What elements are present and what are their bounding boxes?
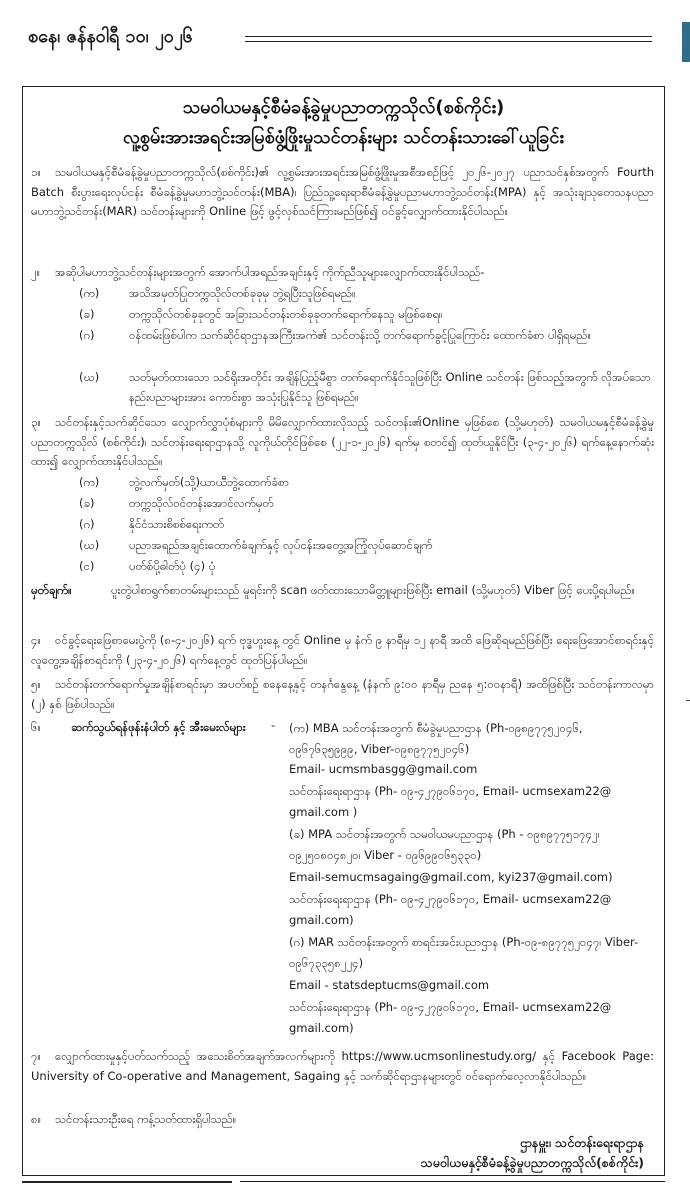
paragraph-8 [31, 1110, 654, 1130]
notice-title-subject: လူ့စွမ်းအားအရင်းအမြစ်ဖွံ့ဖြိုးမှုသင်တန်းများ သင်တန်းသားခေါ်ယူခြင်း [123, 127, 564, 148]
notice-title-university: သမဝါယမနှင့်စီမံခန့်ခွဲမှုပညာတက္ကသိုလ်(စစ်ကိုင်း) [182, 97, 505, 118]
paragraph-6-number [31, 718, 61, 738]
paragraph-number: ၆။ [31, 720, 41, 734]
list-marker: (ဃ) [79, 370, 100, 384]
footer-rule-secondary [240, 1181, 665, 1182]
list-marker: (ခ) [79, 307, 95, 321]
paragraph-number: ၂။ [31, 265, 41, 279]
paragraph-text: သင်တန်းတက်ရောက်မှုအချိန်စာရင်းမှာ အပတ်စဉ် စနေနေ့နှင့် တနင်္ဂနွေနေ့ (နံနက် ၉:၀၀ နာရီမှ ညနေ ၅:၀၀နာရီ) အထိဖြစ်ပြီး သင်တန်းကာလမှာ (၂) နှစ် ဖြစ်ပါသည်။ [31, 677, 654, 711]
paragraph-number: ၅။ [31, 677, 41, 691]
footer-rule [22, 1181, 232, 1183]
contact-line: (ခ) MPA သင်တန်းအတွက် သမဝါယမပညာဌာန (Ph - ၀၉၈၉၇၇၅၁၇၄၂၊ ၀၉၂၅၀၈၀၄၈၂၀၊ Viber - ၀၉၆၉၉၀၆၅၃၃၀) [289, 827, 600, 862]
paragraph-number: ၇။ [31, 1049, 41, 1063]
list-text: တက္ကသိုလ်ဝင်တန်းအောင်လက်မှတ် [129, 496, 274, 510]
paragraph-number: ၃။ [31, 415, 41, 429]
paragraph-text: သင်တန်းသားဦးရေ ကန့်သတ်ထားရှိပါသည်။ [55, 1112, 237, 1126]
paragraph-text: သမဝါယမနှင့်စီမံခန့်ခွဲမှုပညာတက္ကသိုလ်(စစ်ကိုင်း)၏ လူ့စွမ်းအားအရင်းအမြစ်ဖွံ့ဖြိုးမှုအစီအစဉ်ဖြင့် ၂၀၂၆-၂၀၂၇ ပညာသင်နှစ်အတွက် Fourth Batch စီးပွားရေးလုပ်ငန်း စီမံခန့်ခွဲမှုမဟာဘွဲ့သင်တန်း(MBA)၊ ပြည်သူ့ရေးရာစီမံခန့်ခွဲမှုပညာမဟာဘွဲ့သင်တန်း(MPA) နှင့် အသုံးချသုတေသနပညာမဟာဘွဲ့သင်တန်း(MAR) သင်တန်းများကို Online ဖြင့် ဖွင့်လှစ်သင်ကြားမည်ဖြစ်၍ ဝင်ခွင့်လျှောက်ထားနိုင်ပါသည်။ [31, 165, 654, 218]
list-text: သတ်မှတ်ထားသော သင်ရိုးအတိုင်း အချိန်ပြည့်မီစွာ တက်ရောက်နိုင်သူဖြစ်ပြီး Online သင်တန်း ဖြစ်သည့်အတွက် လိုအပ်သောနည်းပညာများအား ကောင်းစွာ အသုံးပြုနိုင်သူ ဖြစ်ရမည်။ [129, 370, 651, 404]
header-rule-secondary [245, 41, 652, 42]
list-marker: (ဃ) [79, 538, 100, 552]
paragraph-text: အဆိုပါမဟာဘွဲ့သင်တန်းများအတွက် အောက်ပါအရည်အချင်းနှင့် ကိုက်ညီသူများလျှောက်ထားနိုင်ပါသည်- [55, 265, 485, 279]
list-text: ပတ်စ်ပို့ဓါတ်ပုံ (၄) ပုံ [129, 559, 216, 573]
header-rule [245, 36, 652, 37]
list-text: ပညာအရည်အချင်းထောက်ခံချက်နှင့် လုပ်ငန်းအတွေ့အကြုံလုပ်ဆောင်ချက် [129, 538, 433, 552]
list-marker: (ဂ) [79, 517, 95, 531]
contact-line: သင်တန်းရေးရာဌာန (Ph- ၀၉-၄၂၇၉၀၆၁၇၀, Email- ucmsexam22@ gmail.com) [289, 892, 612, 927]
contact-line: သင်တန်းရေးရာဌာန (Ph- ၀၉-၄၂၇၉၀၆၁၇၀, Email- ucmsexam22@ gmail.com) [289, 1000, 612, 1035]
list-marker: (က) [79, 475, 100, 489]
contact-line: (က) MBA သင်တန်းအတွက် စီမံခွဲမှုပညာဌာန (Ph-၀၉၈၉၇၇၅၂၀၄၆, ၀၉၆၇၆၃၅၉၉၉, Viber-၀၉၈၉၇၇၅၂၀၄၆) [289, 721, 583, 756]
contact-line: သင်တန်းရေးရာဌာန (Ph- ၀၉-၄၂၇၉၀၆၁၇၀, Email- ucmsexam22@ gmail.com ) [289, 784, 612, 819]
paragraph-4 [31, 631, 654, 670]
list-marker: (ခ) [79, 496, 95, 510]
contact-section-label: ဆက်သွယ်ရန်ဖုန်းနံပါတ် နှင့် အီးမေးလ်များ [71, 720, 246, 734]
paragraph-3 [31, 413, 654, 472]
page-header [0, 22, 690, 62]
page-edge-tab [682, 22, 690, 62]
paragraph-text: လျှောက်ထားမှုနှင့်ပတ်သက်သည့် အသေးစိတ်အချက်အလက်များကို https://www.ucmsonlinestudy.org/ နှင့် Facebook Page: University of Co-operative and Management, Sagaing နှင့် သက်ဆိုင်ရာဌာနများတွင် ဝင်ရောက်လေ့လာနိုင်ပါသည်။ [31, 1049, 654, 1083]
paragraph-number: ၁။ [31, 165, 41, 179]
paragraph-7 [31, 1047, 654, 1086]
announcement-box [22, 86, 665, 1176]
contact-line: Email- ucmsmbasgg@gmail.com [289, 762, 478, 776]
contact-dash: - [271, 718, 276, 732]
list-marker: (က) [79, 286, 100, 300]
remark-text: ပူးတွဲပါစာရွက်စာတမ်းများသည် မူရင်းကို scan ဖတ်ထားသောမိတ္တူများဖြစ်ပြီး email (သို့မဟုတ်) Viber ဖြင့် ပေးပို့ရပါမည်။ [111, 583, 635, 597]
paragraph-number: ၄။ [31, 633, 41, 647]
list-text: နိုင်ငံသားစိစစ်ရေးကတ် [129, 517, 225, 531]
adjacent-column-rule [686, 700, 690, 701]
paragraph-1 [31, 163, 654, 222]
remark-label: မှတ်ချက်။ [31, 583, 72, 597]
signature-title: ဌာနမှူး၊ သင်တန်းရေးရာဌာန [519, 1135, 644, 1150]
signature-institution: သမဝါယမနှင့်စီမံခန့်ခွဲမှုပညာတက္ကသိုလ်(စစ်ကိုင်း) [420, 1155, 644, 1170]
newspaper-date: စနေ၊ ဇန်နဝါရီ ၁၀၊ ၂၀၂၆ [28, 26, 193, 47]
paragraph-5 [31, 675, 654, 714]
list-marker: (ဂ) [79, 328, 95, 342]
contact-line: Email-semucmsagaing@gmail.com, kyi237@gmail.com) [289, 870, 613, 884]
list-text: အသိအမှတ်ပြုတက္ကသိုလ်တစ်ခုခုမှ ဘွဲ့ရပြီးသူဖြစ်ရမည်။ [129, 286, 356, 300]
list-marker: (င) [79, 559, 95, 573]
contact-line: (ဂ) MAR သင်တန်းအတွက် စာရင်းအင်းပညာဌာန (Ph-၀၉-၈၉၇၇၅၂၀၄၇၊ Viber- ၀၉၆၇၃၃၅၈၂၂၄) [289, 935, 639, 970]
paragraph-text: သင်တန်းနှင့်သက်ဆိုင်သော လျှောက်လွှာပုံစံများကို မိမိလျှောက်ထားလိုသည့် သင်တန်း၏Online မှဖြစ်စေ (သို့မဟုတ်) သမဝါယမနှင့်စီမံခန့်ခွဲမှုပညာတက္ကသိုလ် (စစ်ကိုင်း)၊ သင်တန်းရေးရာဌာနသို့ လူကိုယ်တိုင်ဖြစ်စေ (၂၂-၁-၂၀၂၆) ရက်မှ စတင်၍ ထုတ်ယူနိုင်ပြီး (၃-၄-၂၀၂၆) ရက်နေ့နောက်ဆုံးထား၍ လျှောက်ထားနိုင်ပါသည်။ [31, 415, 654, 468]
list-text: ဘွဲ့လက်မှတ်(သို့)ယာယီဘွဲ့ထောက်ခံစာ [129, 475, 290, 489]
contact-line: Email - statsdeptucms@gmail.com [289, 978, 490, 992]
list-text: တက္ကသိုလ်တစ်ခုခုတွင် အခြားသင်တန်းတစ်ခုခုတက်ရောက်နေသူ မဖြစ်စေရ။ [129, 307, 443, 321]
paragraph-text: ဝင်ခွင့်ရေးဖြေစာမေးပွဲကို (၈-၄-၂၀၂၆) ရက် ဗုဒ္ဓဟူးနေ့ တွင် Online မှ နံက် ၉ နာရီမှ ၁၂ နာရီ အထိ ဖြေဆိုရမည်ဖြစ်ပြီး ရေးဖြေအောင်စာရင်းနှင့် လူတွေ့အချိန်စာရင်းကို (၂၃-၄-၂၀၂၆) ရက်နေ့တွင် ထုတ်ပြန်ပါမည်။ [31, 633, 654, 667]
list-text: ဝန်ထမ်းဖြစ်ပါက သက်ဆိုင်ရာဌာနအကြီးအကဲ၏ သင်တန်းသို့ တက်ရောက်ခွင့်ပြုကြောင်း ထောက်ခံစာ ပါရှိရမည်။ [129, 328, 591, 342]
paragraph-number: ၈။ [31, 1112, 42, 1126]
paragraph-2 [31, 263, 654, 283]
